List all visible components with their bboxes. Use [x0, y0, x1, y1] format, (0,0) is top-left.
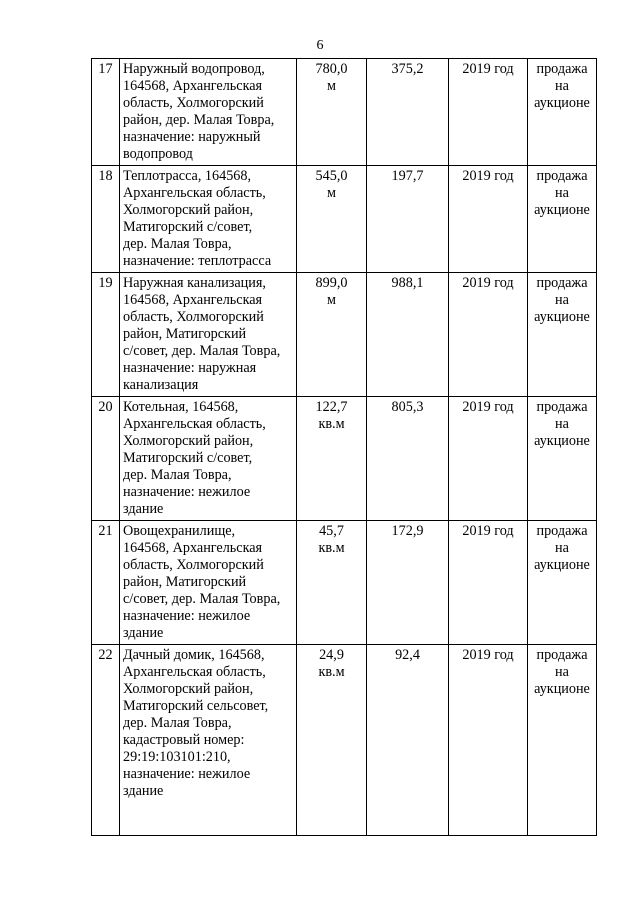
- privatization-year: 2019 год: [449, 521, 528, 645]
- object-description-line: Матигорский с/совет,: [123, 219, 253, 235]
- table-row: [92, 521, 597, 645]
- row-number: 19: [92, 273, 120, 397]
- object-description-line: район, дер. Малая Товра,: [123, 112, 275, 128]
- privatization-method-line: продажа: [536, 61, 588, 77]
- object-size-line: 899,0: [315, 275, 348, 291]
- object-description-line: назначение: нежилое: [123, 608, 251, 624]
- privatization-year: 2019 год: [449, 59, 528, 166]
- object-size-line: 780,0: [315, 61, 348, 77]
- table-row: [92, 59, 597, 166]
- row-number: 22: [92, 645, 120, 836]
- privatization-method-line: продажа: [536, 647, 588, 663]
- object-size-line: м: [327, 78, 336, 94]
- privatization-method-line: аукционе: [534, 202, 590, 218]
- table-row: [92, 273, 597, 397]
- privatization-method-line: аукционе: [534, 433, 590, 449]
- object-size: [297, 273, 367, 397]
- object-size: [297, 521, 367, 645]
- object-description-line: дер. Малая Товра,: [123, 236, 232, 252]
- property-table: [91, 58, 597, 836]
- privatization-method-line: продажа: [536, 168, 588, 184]
- object-description-line: назначение: нежилое: [123, 484, 251, 500]
- object-description-line: область, Холмогорский: [123, 309, 264, 325]
- object-description-line: Овощехранилище,: [123, 523, 236, 539]
- object-description-line: назначение: наружная: [123, 360, 257, 376]
- object-value: 197,7: [367, 166, 449, 273]
- object-description: [120, 645, 297, 836]
- privatization-method: [528, 273, 597, 397]
- object-description-line: назначение: теплотрасса: [123, 253, 272, 269]
- object-size-line: 45,7: [319, 523, 344, 539]
- object-description-line: Холмогорский район,: [123, 433, 254, 449]
- object-description: [120, 397, 297, 521]
- privatization-year: 2019 год: [449, 166, 528, 273]
- object-value: 375,2: [367, 59, 449, 166]
- object-size-line: кв.м: [318, 540, 345, 556]
- object-description: [120, 59, 297, 166]
- privatization-method-line: продажа: [536, 523, 588, 539]
- object-description-line: область, Холмогорский: [123, 557, 264, 573]
- privatization-method: [528, 521, 597, 645]
- object-description-line: Холмогорский район,: [123, 202, 254, 218]
- object-size-line: 122,7: [315, 399, 348, 415]
- object-size-line: 545,0: [315, 168, 348, 184]
- privatization-method-line: на: [555, 292, 569, 308]
- object-size-line: м: [327, 292, 336, 308]
- object-size: [297, 166, 367, 273]
- table-row: [92, 397, 597, 521]
- object-description-line: с/совет, дер. Малая Товра,: [123, 591, 281, 607]
- object-description-line: Дачный домик, 164568,: [123, 647, 265, 663]
- object-description-line: область, Холмогорский: [123, 95, 264, 111]
- object-description-line: Архангельская область,: [123, 185, 266, 201]
- object-description-line: Архангельская область,: [123, 664, 266, 680]
- object-description-line: Наружная канализация,: [123, 275, 266, 291]
- object-description-line: Холмогорский район,: [123, 681, 254, 697]
- object-description-line: район, Матигорский: [123, 574, 247, 590]
- privatization-method: [528, 166, 597, 273]
- object-description-line: канализация: [123, 377, 199, 393]
- privatization-method-line: продажа: [536, 399, 588, 415]
- row-number: 21: [92, 521, 120, 645]
- privatization-year: 2019 год: [449, 273, 528, 397]
- object-description-line: здание: [123, 501, 164, 517]
- privatization-method-line: продажа: [536, 275, 588, 291]
- privatization-year: 2019 год: [449, 645, 528, 836]
- privatization-method-line: на: [555, 78, 569, 94]
- privatization-method-line: аукционе: [534, 95, 590, 111]
- privatization-method-line: на: [555, 416, 569, 432]
- table-row: [92, 645, 597, 836]
- object-description-line: назначение: наружный: [123, 129, 261, 145]
- object-value: 988,1: [367, 273, 449, 397]
- privatization-method: [528, 397, 597, 521]
- object-size: [297, 59, 367, 166]
- object-description-line: кадастровый номер:: [123, 732, 245, 748]
- page-number: 6: [316, 38, 324, 53]
- object-description: [120, 166, 297, 273]
- object-size: [297, 645, 367, 836]
- privatization-year: 2019 год: [449, 397, 528, 521]
- object-description-line: район, Матигорский: [123, 326, 247, 342]
- table-row: [92, 166, 597, 273]
- privatization-method-line: аукционе: [534, 681, 590, 697]
- object-description-line: Наружный водопровод,: [123, 61, 265, 77]
- object-description: [120, 521, 297, 645]
- object-size: [297, 397, 367, 521]
- object-size-line: м: [327, 185, 336, 201]
- object-description-line: Матигорский сельсовет,: [123, 698, 269, 714]
- object-value: 805,3: [367, 397, 449, 521]
- object-description-line: водопровод: [123, 146, 193, 162]
- privatization-method-line: аукционе: [534, 309, 590, 325]
- object-description-line: Матигорский с/совет,: [123, 450, 253, 466]
- privatization-method-line: на: [555, 664, 569, 680]
- privatization-method-line: аукционе: [534, 557, 590, 573]
- object-description-line: назначение: нежилое: [123, 766, 251, 782]
- object-description: [120, 273, 297, 397]
- object-size-line: кв.м: [318, 416, 345, 432]
- object-value: 92,4: [367, 645, 449, 836]
- object-size-line: 24,9: [319, 647, 344, 663]
- privatization-method-line: на: [555, 185, 569, 201]
- privatization-method-line: на: [555, 540, 569, 556]
- row-number: 18: [92, 166, 120, 273]
- object-size-line: кв.м: [318, 664, 345, 680]
- object-description-line: 164568, Архангельская: [123, 78, 263, 94]
- row-number: 20: [92, 397, 120, 521]
- object-description-line: Теплотрасса, 164568,: [123, 168, 252, 184]
- object-description-line: здание: [123, 783, 164, 799]
- privatization-method: [528, 59, 597, 166]
- object-description-line: Котельная, 164568,: [123, 399, 239, 415]
- privatization-method: [528, 645, 597, 836]
- object-description-line: дер. Малая Товра,: [123, 467, 232, 483]
- object-description-line: дер. Малая Товра,: [123, 715, 232, 731]
- object-description-line: с/совет, дер. Малая Товра,: [123, 343, 281, 359]
- object-description-line: 29:19:103101:210,: [123, 749, 231, 765]
- object-description-line: здание: [123, 625, 164, 641]
- object-description-line: 164568, Архангельская: [123, 292, 263, 308]
- object-value: 172,9: [367, 521, 449, 645]
- object-description-line: Архангельская область,: [123, 416, 266, 432]
- row-number: 17: [92, 59, 120, 166]
- object-description-line: 164568, Архангельская: [123, 540, 263, 556]
